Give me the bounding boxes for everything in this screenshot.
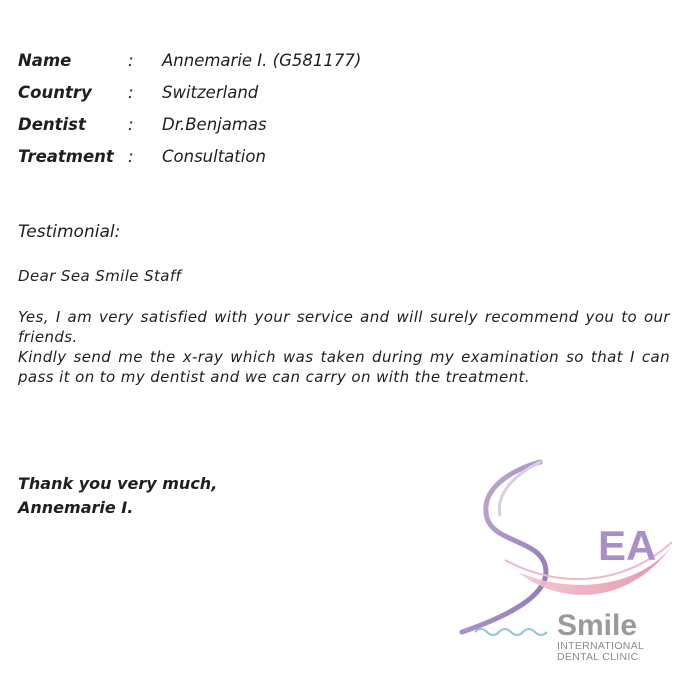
- sea-smile-logo: [455, 455, 690, 670]
- info-value: Annemarie I. (G581177): [162, 50, 362, 70]
- letter-paragraph: Kindly send me the x-ray which was taken during my examination so that I can pass it on to my dentist and we can carry on with the treatment.: [18, 348, 670, 386]
- info-row-treatment: [18, 140, 361, 172]
- info-row-country: [18, 76, 361, 108]
- testimonial-heading: Testimonial:: [18, 222, 121, 242]
- logo-tagline-line2: DENTAL CLINIC: [557, 651, 639, 663]
- letter-paragraph: Yes, I am very satisfied with your service and will surely recommend you to our friends.: [18, 308, 670, 346]
- signature-name: Annemarie I.: [18, 498, 134, 517]
- info-separator: :: [128, 82, 134, 102]
- letter-closing-block: [18, 472, 217, 520]
- logo-brand-letters: EA: [598, 522, 657, 569]
- info-value: Switzerland: [162, 82, 259, 102]
- logo-s-swoosh-top: [462, 462, 546, 632]
- info-separator: :: [128, 146, 134, 166]
- logo-wave: [475, 629, 547, 635]
- info-label: Name: [18, 50, 72, 70]
- info-separator: :: [128, 114, 134, 134]
- info-value: Consultation: [162, 146, 266, 166]
- logo-brand-word: Smile: [557, 609, 638, 642]
- info-value: Dr.Benjamas: [162, 114, 267, 134]
- info-row-name: [18, 44, 361, 76]
- info-row-dentist: [18, 108, 361, 140]
- closing-line: Thank you very much,: [18, 474, 218, 493]
- info-separator: :: [128, 50, 134, 70]
- letter-greeting: Dear Sea Smile Staff: [18, 267, 182, 285]
- letter-body: [18, 307, 670, 387]
- logo-tagline-line1: INTERNATIONAL: [557, 640, 645, 652]
- info-label: Country: [18, 82, 92, 102]
- patient-info-table: [18, 44, 361, 172]
- info-label: Treatment: [18, 146, 114, 166]
- info-label: Dentist: [18, 114, 86, 134]
